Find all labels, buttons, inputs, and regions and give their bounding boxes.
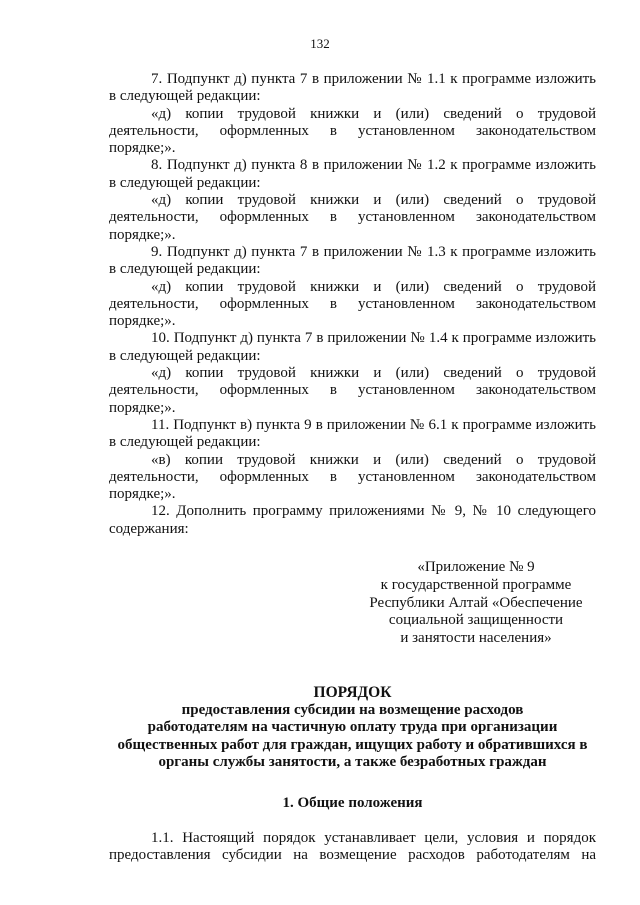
document-body (109, 71, 596, 864)
section-body (109, 830, 596, 865)
appendix-line: к государственной программе (380, 576, 572, 593)
appendix-line: «Приложение № 9 (417, 559, 535, 576)
subtitle-line: работодателям на частичную оплату труда при организации (147, 719, 558, 736)
amendment-9-intro: 9. Подпункт д) пункта 7 в приложении № 1.3 к программе изложить в следующей редакции: (109, 243, 596, 278)
subtitle-line: органы службы занятости, а также безработных граждан (158, 754, 547, 771)
amendment-9-text: «д) копии трудовой книжки и (или) сведений о трудовой деятельности, оформленных в установленном законодательством порядке;». (109, 278, 596, 330)
amendment-10-intro: 10. Подпункт д) пункта 7 в приложении № 1.4 к программе изложить в следующей редакции: (109, 330, 596, 364)
appendix-header (363, 559, 589, 648)
document-subtitle (109, 702, 596, 772)
amendment-11-intro: 11. Подпункт в) пункта 9 в приложении № 6.1 к программе изложить в следующей редакции: (109, 416, 596, 451)
subtitle-line: предоставления субсидии на возмещение расходов (181, 702, 524, 718)
appendix-line: социальной защищенности (388, 612, 564, 629)
section-title: 1. Общие положения (282, 794, 423, 811)
page-number: 132 (310, 36, 330, 51)
document-title-block (109, 684, 596, 772)
document-title: ПОРЯДОК (313, 684, 392, 701)
amendment-10-text: «д) копии трудовой книжки и (или) сведений о трудовой деятельности, оформленных в установленном законодательством порядке;». (109, 365, 596, 416)
amendment-11-text: «в) копии трудовой книжки и (или) сведений о трудовой деятельности, оформленных в установленном законодательством порядке;». (109, 451, 596, 503)
amendment-7-intro: 7. Подпункт д) пункта 7 в приложении № 1.1 к программе изложить в следующей редакции: (109, 71, 596, 105)
amendment-8-intro: 8. Подпункт д) пункта 8 в приложении № 1.2 к программе изложить в следующей редакции: (109, 157, 596, 191)
amendment-7-text: «д) копии трудовой книжки и (или) сведений о трудовой деятельности, оформленных в установленном законодательством порядке;». (109, 105, 596, 157)
appendix-line: и занятости населения» (400, 630, 552, 647)
section-paragraph: 1.1. Настоящий порядок устанавливает цели, условия и порядок предоставления субсидии на возмещение расходов работодателям на (109, 829, 596, 863)
amendment-8-text: «д) копии трудовой книжки и (или) сведений о трудовой деятельности, оформленных в установленном законодательством порядке;». (109, 192, 596, 243)
appendix-line: Республики Алтай «Обеспечение (369, 594, 583, 611)
subtitle-line: общественных работ для граждан, ищущих работу и обратившихся в (117, 736, 588, 753)
item-12: 12. Дополнить программу приложениями № 9, № 10 следующего содержания: (109, 503, 596, 537)
